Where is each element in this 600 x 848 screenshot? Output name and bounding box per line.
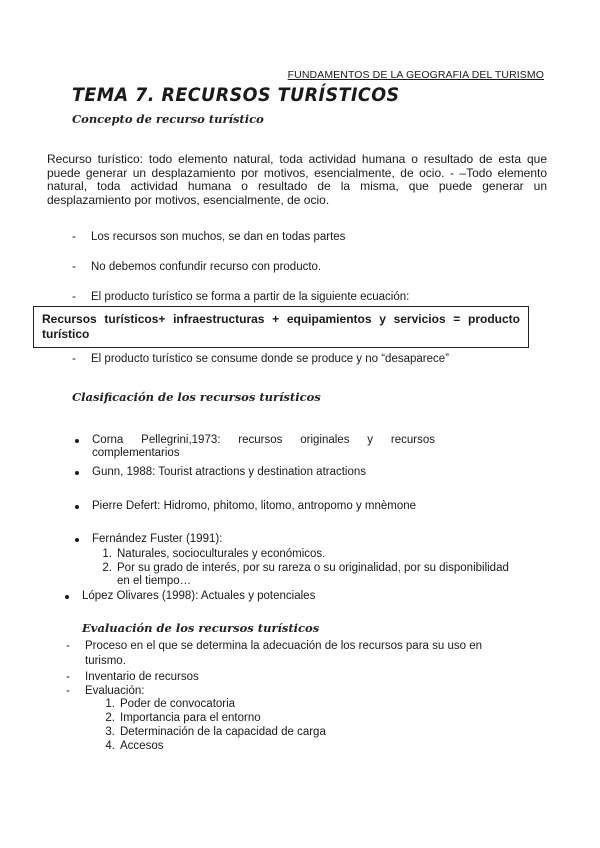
number-marker: 2. <box>102 562 112 574</box>
bullet-marker <box>75 439 79 443</box>
section-heading-evaluacion: Evaluación de los recursos turísticos <box>82 621 320 635</box>
numbered-item <box>103 740 503 754</box>
numbered-item-text: Por su grado de interés, por su rareza o su originalidad, por su disponibilidad <box>117 562 509 574</box>
list-item <box>75 466 550 480</box>
dash-marker: - <box>72 353 76 365</box>
dash-marker: - <box>66 685 70 697</box>
numbered-item-text: Accesos <box>120 740 164 752</box>
number-marker: 2. <box>105 712 115 724</box>
numbered-item <box>100 548 550 562</box>
list-item-text: complementarios <box>92 447 180 459</box>
numbered-item-text: Importancia para el entorno <box>120 712 261 724</box>
numbered-item <box>103 712 503 726</box>
list-item-text: El producto turístico se forma a partir de la siguiente ecuación: <box>91 291 410 303</box>
bullet-marker <box>65 595 69 599</box>
numbered-item <box>100 562 550 590</box>
list-item <box>75 500 550 514</box>
number-marker: 1. <box>102 548 112 560</box>
list-item <box>75 434 550 462</box>
section-heading-clasificacion: Clasificación de los recursos turísticos <box>72 390 321 404</box>
bullet-marker <box>75 505 79 509</box>
list-item <box>66 639 546 667</box>
bullet-marker <box>75 538 79 542</box>
list-item <box>66 670 546 684</box>
dash-marker: - <box>72 291 76 303</box>
list-item-text: Evaluación: <box>85 685 145 697</box>
list-item <box>66 684 546 698</box>
equation-text: Recursos turísticos+ infraestructuras + equipamientos y servicios = producto turístico <box>42 312 520 341</box>
list-item-text: Inventario de recursos <box>85 671 199 683</box>
definition-paragraph: Recurso turístico: todo elemento natural, toda actividad humana o resultado de esta que puede generar un desplazamiento por motivos, esencialmente, de ocio. - –Todo elemento natural, toda actividad humana o resultado de la misma, que puede generar un desplazamiento por motivos, esencialmente, de ocio. <box>47 152 547 207</box>
section-heading-concepto: Concepto de recurso turístico <box>72 112 264 126</box>
list-item <box>72 352 552 366</box>
numbered-item-text: Poder de convocatoria <box>120 698 236 710</box>
dash-marker: - <box>66 640 70 652</box>
dash-marker: - <box>66 671 70 683</box>
list-item-text: Fernández Fuster (1991): <box>92 533 223 545</box>
list-item-text: Gunn, 1988: Tourist atractions y destination atractions <box>92 466 367 478</box>
dash-marker: - <box>72 261 76 273</box>
list-item <box>65 590 540 604</box>
equation-box <box>33 306 529 348</box>
numbered-item <box>103 726 503 740</box>
list-item <box>72 230 552 244</box>
number-marker: 1. <box>105 698 115 710</box>
dash-marker: - <box>72 231 76 243</box>
list-item-text: El producto turístico se consume donde se produce y no “desaparece” <box>91 353 449 365</box>
list-item-text: López Olivares (1998): Actuales y potenciales <box>82 590 316 602</box>
list-item-text: Pierre Defert: Hidromo, phitomo, litomo, antropomo y mnèmone <box>92 500 417 512</box>
list-item-text: Los recursos son muchos, se dan en todas partes <box>91 231 346 243</box>
numbered-item <box>103 698 503 712</box>
list-item-text: turismo. <box>85 655 126 667</box>
list-item <box>75 533 550 547</box>
list-item-text: Proceso en el que se determina la adecuación de los recursos para su uso en <box>85 640 482 652</box>
course-header: FUNDAMENTOS DE LA GEOGRAFIA DEL TURISMO <box>287 69 544 81</box>
page-title: TEMA 7. RECURSOS TURÍSTICOS <box>72 84 400 106</box>
list-item <box>72 290 552 304</box>
number-marker: 4. <box>105 740 115 752</box>
list-item-text: No debemos confundir recurso con producto. <box>91 261 322 273</box>
numbered-item-text: Naturales, socioculturales y económicos. <box>117 548 326 560</box>
numbered-item-text: Determinación de la capacidad de carga <box>120 726 326 738</box>
bullet-marker <box>75 471 79 475</box>
number-marker: 3. <box>105 726 115 738</box>
list-item <box>72 260 552 274</box>
list-item-text: Corna Pellegrini,1973: recursos originales y recursos <box>92 434 435 446</box>
numbered-item-text: en el tiempo… <box>117 575 192 587</box>
